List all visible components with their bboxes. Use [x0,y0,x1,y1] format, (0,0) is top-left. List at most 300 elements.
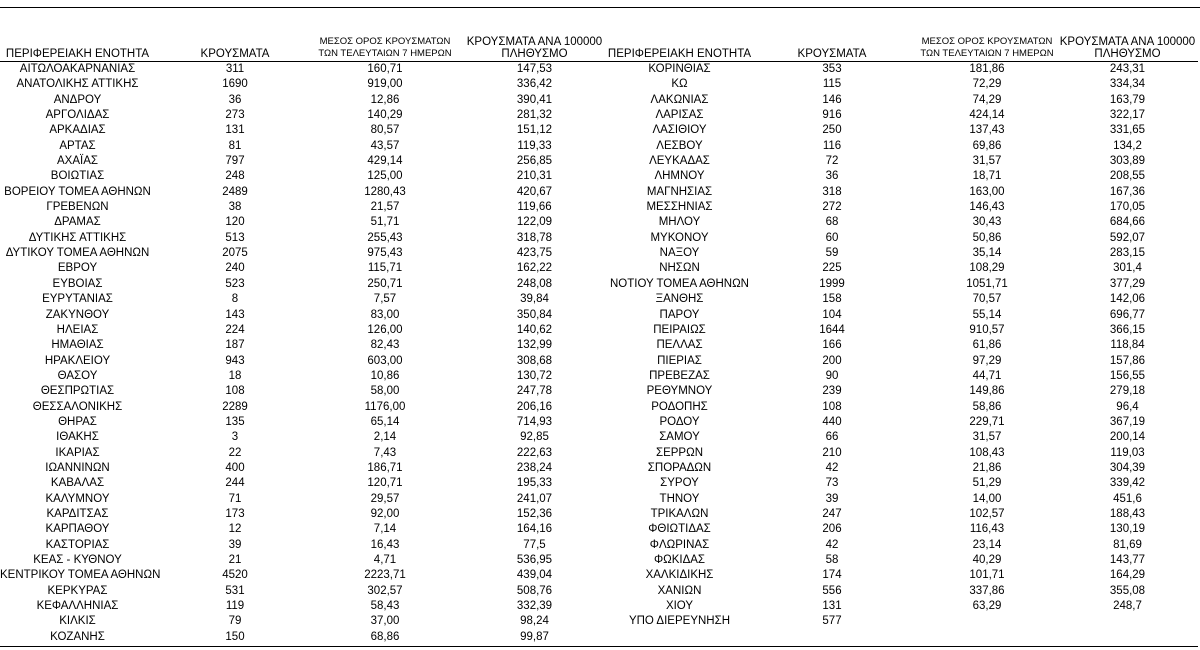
cell-cases: 36 [825,170,839,183]
cell-per-100000: 243,31 [1109,63,1146,75]
table-row [600,369,1200,384]
cell-region: ΝΗΣΩΝ [659,262,700,275]
cell-7day-average: 302,57 [367,584,403,597]
cell-7day-average: 40,29 [972,554,1002,566]
cell-7day-average: 7,57 [373,293,397,306]
table-row [600,93,1200,108]
table-row [600,507,1200,522]
cell-per-100000: 536,95 [516,554,553,566]
cell-per-100000: 99,87 [520,630,549,643]
table-row [600,246,1200,261]
column-header-region: ΠΕΡΙΦΕΡΕΙΑΚΗ ΕΝΟΤΗΤΑ [607,48,752,60]
cell-region: ΚΕΝΤΡΙΚΟΥ ΤΟΜΕΑ ΑΘΗΝΩΝ [0,569,161,582]
cell-cases: 513 [225,231,245,244]
cell-per-100000: 279,18 [1109,385,1146,398]
cell-7day-average: 429,14 [367,155,403,168]
cell-region: ΜΥΚΟΝΟΥ [650,231,709,244]
cell-cases: 225 [822,262,842,275]
table-row [600,461,1200,476]
cell-7day-average: 16,43 [370,538,400,551]
cell-per-100000: 377,29 [1109,277,1146,290]
cell-7day-average: 2,14 [373,431,397,444]
cell-7day-average: 126,00 [367,323,403,336]
cell-per-100000: 151,12 [516,124,553,137]
cell-cases: 12 [228,523,242,536]
cell-7day-average: 337,86 [969,584,1005,597]
cell-per-100000: 122,09 [516,216,553,229]
cell-7day-average: 18,71 [972,170,1002,183]
cell-region: ΗΛΕΙΑΣ [56,323,99,336]
cell-cases: 158 [822,293,842,306]
cell-7day-average: 140,29 [367,109,403,122]
cell-per-100000: 322,17 [1109,109,1146,122]
cell-cases: 311 [225,63,245,75]
cell-7day-average: 43,57 [370,139,400,152]
table-row [600,108,1200,123]
table-row [600,400,1200,415]
cell-per-100000: 119,66 [517,201,552,214]
cell-7day-average: 1051,71 [966,277,1008,290]
table-row [0,430,600,445]
cell-cases: 224 [225,323,245,336]
cell-7day-average: 10,86 [370,369,400,382]
cell-cases: 72 [825,155,839,168]
cell-7day-average [902,614,1072,629]
table-row [0,231,600,246]
cell-cases: 943 [225,354,245,367]
cell-region: ΡΕΘΥΜΝΟΥ [646,385,713,398]
table-row [600,614,1200,629]
cell-per-100000: 39,84 [520,293,549,306]
cell-region: ΘΗΡΑΣ [58,415,97,428]
cell-7day-average: 146,43 [969,201,1005,214]
cell-region: ΧΑΝΙΩΝ [657,584,702,597]
cell-cases: 173 [225,507,245,520]
cell-7day-average: 21,57 [370,201,400,214]
cell-7day-average: 160,71 [367,63,403,75]
cell-cases: 68 [825,216,839,229]
cell-7day-average: 58,00 [370,385,400,398]
table-row [600,446,1200,461]
cell-region: ΦΩΚΙΔΑΣ [653,554,706,566]
cell-per-100000: 119,33 [517,139,552,152]
cell-per-100000: 696,77 [1109,308,1146,321]
table-row [0,415,600,430]
table-row [0,108,600,123]
table-row [0,292,600,307]
cell-per-100000: 238,24 [516,461,553,474]
cell-region: ΕΥΡΥΤΑΝΙΑΣ [42,293,113,306]
cell-7day-average: 1176,00 [364,400,406,413]
table-row [0,123,600,138]
cell-7day-average: 31,57 [972,155,1002,168]
table-row [600,553,1200,568]
cell-per-100000: 130,19 [1109,523,1146,536]
cell-7day-average: 2223,71 [364,569,406,582]
cell-per-100000: 420,67 [516,185,553,198]
cell-region: ΠΙΕΡΙΑΣ [657,354,702,367]
cell-region: ΦΛΩΡΙΝΑΣ [649,538,710,551]
cell-per-100000: 195,33 [516,477,553,490]
cell-7day-average: 35,14 [972,247,1002,260]
cell-7day-average: 12,86 [370,93,400,106]
table-row [600,77,1200,92]
table-row [0,369,600,384]
table-row [600,584,1200,599]
cell-region: ΝΑΞΟΥ [659,247,700,260]
cell-cases: 42 [825,538,839,551]
cell-per-100000: 96,4 [1116,400,1139,413]
cell-per-100000: 367,19 [1109,415,1146,428]
column-header-cases-per-100000: ΚΡΟΥΣΜΑΤΑ ΑΝΑ 100000 ΠΛΗΘΥΣΜΟ [1059,36,1196,60]
cell-per-100000: 222,63 [516,446,553,459]
table-row [600,599,1200,614]
table-body-left [0,62,600,645]
table-right-half [600,0,1200,650]
cell-per-100000: 142,06 [1109,293,1146,306]
cell-7day-average: 4,71 [373,554,397,566]
table-row [0,169,600,184]
cell-region: ΞΑΝΘΗΣ [655,293,704,306]
cell-cases: 36 [228,93,242,106]
cell-cases: 556 [822,584,842,597]
table-row [600,62,1200,77]
cell-region: ΚΑΣΤΟΡΙΑΣ [45,538,110,551]
cell-7day-average: 102,57 [969,507,1005,520]
cell-per-100000: 162,22 [516,262,553,275]
cell-per-100000: 336,42 [516,78,553,91]
cell-region: ΚΩ [671,78,688,91]
cell-region: ΚΑΡΔΙΤΣΑΣ [46,507,109,520]
cell-cases: 143 [225,308,245,321]
column-header-region: ΠΕΡΙΦΕΡΕΙΑΚΗ ΕΝΟΤΗΤΑ [5,48,150,60]
cell-7day-average: 80,57 [370,124,400,137]
cell-cases: 59 [825,247,839,260]
cell-region: ΛΕΥΚΑΔΑΣ [649,155,710,168]
cell-region: ΑΧΑΪΑΣ [57,155,98,168]
column-header-cases-per-100000: ΚΡΟΥΣΜΑΤΑ ΑΝΑ 100000 ΠΛΗΘΥΣΜΟ [466,36,603,60]
cell-per-100000: 118,84 [1110,339,1145,352]
cell-region: ΔΥΤΙΚΟΥ ΤΟΜΕΑ ΑΘΗΝΩΝ [5,247,150,260]
cell-7day-average: 1280,43 [364,185,406,198]
table-row [600,476,1200,491]
cell-7day-average: 30,43 [972,216,1002,229]
cell-7day-average: 7,14 [373,523,397,536]
cell-cases: 239 [822,385,842,398]
cell-7day-average: 424,14 [969,109,1005,122]
cell-7day-average: 97,29 [972,354,1002,367]
cell-region: ΠΡΕΒΕΖΑΣ [649,369,710,382]
column-header-cases: ΚΡΟΥΣΜΑΤΑ [200,48,270,60]
cell-cases: 39 [228,538,242,551]
cell-7day-average: 229,71 [969,415,1005,428]
cell-region: ΥΠΟ ΔΙΕΡΕΥΝΗΣΗ [628,615,731,628]
cell-cases: 146 [822,93,842,106]
cell-per-100000: 157,86 [1109,354,1146,367]
cell-cases: 22 [228,446,242,459]
table-row [0,492,600,507]
cell-region: ΜΗΛΟΥ [658,216,701,229]
cell-region: ΒΟΙΩΤΙΑΣ [50,170,105,183]
cell-region: ΤΡΙΚΑΛΩΝ [650,507,709,520]
cell-region: ΑΝΑΤΟΛΙΚΗΣ ΑΤΤΙΚΗΣ [16,78,139,91]
table-row [600,231,1200,246]
table-row [0,568,600,583]
cell-7day-average: 919,00 [367,78,403,91]
cell-7day-average: 120,71 [367,477,403,490]
cell-7day-average: 250,71 [367,277,403,290]
cell-region: ΚΕΡΚΥΡΑΣ [47,584,108,597]
cell-per-100000: 332,39 [516,600,553,613]
cell-region: ΖΑΚΥΝΘΟΥ [45,308,110,321]
cell-region: ΚΑΛΥΜΝΟΥ [45,492,110,505]
cell-7day-average: 101,71 [969,569,1005,582]
cell-7day-average: 108,43 [969,446,1005,459]
cell-cases: 440 [822,415,842,428]
cell-7day-average: 82,43 [370,339,400,352]
cell-region: ΔΡΑΜΑΣ [54,216,101,229]
cell-cases: 187 [225,339,245,352]
cell-7day-average: 55,14 [972,308,1002,321]
table-row [0,185,600,200]
cell-region: ΣΥΡΟΥ [660,477,699,490]
cell-7day-average: 37,00 [370,615,400,628]
cell-7day-average: 51,29 [972,477,1002,490]
cell-cases: 318 [822,185,842,198]
cell-cases: 150 [225,630,245,643]
cell-cases: 108 [822,400,842,413]
cell-per-100000: 143,77 [1109,554,1146,566]
cell-7day-average: 163,00 [969,185,1005,198]
table-row [0,93,600,108]
column-header-7day-average: ΜΕΣΟΣ ΟΡΟΣ ΚΡΟΥΣΜΑΤΩΝ ΤΩΝ ΤΕΛΕΥΤΑΙΩΝ 7 ΗΜΕΡΩΝ [920,36,1054,59]
column-header-cases: ΚΡΟΥΣΜΑΤΑ [797,48,867,60]
cell-region: ΚΕΑΣ - ΚΥΘΝΟΥ [33,554,122,566]
cell-7day-average: 7,43 [373,446,397,459]
table-row [600,261,1200,276]
cell-region: ΙΘΑΚΗΣ [56,431,99,444]
cell-per-100000: 130,72 [516,369,553,382]
cell-per-100000: 684,66 [1109,216,1146,229]
cell-per-100000: 247,78 [516,385,553,398]
cell-per-100000: 241,07 [516,492,553,505]
cell-region: ΜΕΣΣΗΝΙΑΣ [646,201,713,214]
table-row [600,538,1200,553]
cell-cases: 58 [825,554,839,566]
cell-region: ΤΗΝΟΥ [659,492,700,505]
cell-per-100000: 200,14 [1109,431,1146,444]
cell-region: ΑΡΓΟΛΙΔΑΣ [45,109,110,122]
table-row [600,354,1200,369]
table-row [0,261,600,276]
cell-region: ΠΑΡΟΥ [659,308,700,321]
table-row [0,308,600,323]
cell-7day-average: 21,86 [972,461,1002,474]
cell-7day-average: 23,14 [972,538,1002,551]
cell-cases: 250 [822,124,842,137]
cell-per-100000: 98,24 [520,615,549,628]
table-row [0,200,600,215]
cell-per-100000: 167,36 [1109,185,1146,198]
cell-region: ΙΚΑΡΙΑΣ [55,446,100,459]
cell-7day-average: 44,71 [972,369,1002,382]
table-row [0,154,600,169]
cell-region: ΗΜΑΘΙΑΣ [51,339,104,352]
cell-cases: 4520 [222,569,248,582]
cell-region: ΑΡΚΑΔΙΑΣ [49,124,106,137]
cell-cases: 60 [825,231,839,244]
table-row [0,62,600,77]
table-row [600,568,1200,583]
cell-per-100000: 164,29 [1109,569,1146,582]
table-row [0,538,600,553]
cell-region: ΓΡΕΒΕΝΩΝ [46,201,109,214]
cell-region: ΘΕΣΠΡΩΤΙΑΣ [40,385,115,398]
cell-region: ΚΑΡΠΑΘΟΥ [45,523,110,536]
cell-cases: 131 [822,600,842,613]
cell-cases: 108 [225,385,245,398]
cell-per-100000: 366,15 [1109,323,1146,336]
cell-cases: 79 [228,615,242,628]
cell-cases: 272 [822,201,842,214]
cell-region: ΕΥΒΟΙΑΣ [52,277,103,290]
cell-7day-average: 181,86 [969,63,1005,75]
table-row [600,430,1200,445]
cell-per-100000: 170,05 [1109,201,1146,214]
column-header-7day-average: ΜΕΣΟΣ ΟΡΟΣ ΚΡΟΥΣΜΑΤΩΝ ΤΩΝ ΤΕΛΕΥΤΑΙΩΝ 7 ΗΜΕΡΩΝ [318,36,452,59]
cell-per-100000: 339,42 [1109,477,1146,490]
table-row [0,476,600,491]
table-row [0,400,600,415]
cell-cases: 523 [225,277,245,290]
table-row [0,584,600,599]
cell-7day-average: 83,00 [370,308,400,321]
cell-region: ΗΡΑΚΛΕΙΟΥ [44,354,111,367]
cell-7day-average: 92,00 [370,507,400,520]
cell-region: ΜΑΓΝΗΣΙΑΣ [646,185,713,198]
cell-cases: 3 [231,431,239,444]
cell-region: ΛΕΣΒΟΥ [656,139,703,152]
cell-per-100000: 208,55 [1109,170,1146,183]
cell-cases: 200 [822,354,842,367]
table-row [0,139,600,154]
cell-per-100000: 206,16 [516,400,553,413]
cell-region: ΣΠΟΡΑΔΩΝ [647,461,712,474]
cell-region: ΑΙΤΩΛΟΑΚΑΡΝΑΝΙΑΣ [19,63,136,75]
cell-cases: 38 [228,201,242,214]
cell-per-100000: 334,34 [1109,78,1146,91]
cell-region: ΠΕΙΡΑΙΩΣ [653,323,706,336]
cell-cases: 42 [825,461,839,474]
cell-cases: 174 [822,569,842,582]
cell-region: ΒΟΡΕΙΟΥ ΤΟΜΕΑ ΑΘΗΝΩΝ [4,185,151,198]
cell-cases: 1690 [222,78,248,91]
table-row [0,507,600,522]
cell-per-100000: 134,2 [1113,139,1142,152]
cell-cases: 90 [825,369,839,382]
table-body-right [600,62,1200,630]
cell-7day-average: 186,71 [367,461,403,474]
table-row [600,169,1200,184]
cell-7day-average: 61,86 [972,339,1002,352]
cell-region: ΚΟΖΑΝΗΣ [50,630,105,643]
cell-region: ΑΝΔΡΟΥ [53,93,102,106]
table-row [0,277,600,292]
cell-per-100000: 303,89 [1109,155,1146,168]
cell-per-100000: 140,62 [516,323,553,336]
cell-7day-average: 74,29 [972,93,1002,106]
table-row [0,354,600,369]
cell-region: ΚΕΦΑΛΛΗΝΙΑΣ [36,600,119,613]
cell-region: ΣΕΡΡΩΝ [655,446,704,459]
cell-per-100000: 77,5 [523,538,546,551]
table-row [600,384,1200,399]
cell-7day-average: 910,57 [969,323,1005,336]
cell-per-100000: 350,84 [516,308,553,321]
table-row [0,246,600,261]
cell-cases: 39 [825,492,839,505]
cell-per-100000: 281,32 [516,109,553,122]
cell-region: ΦΘΙΩΤΙΔΑΣ [648,523,711,536]
cell-region: ΛΑΡΙΣΑΣ [655,109,704,122]
cell-7day-average: 68,86 [370,630,400,643]
cell-per-100000: 188,43 [1109,507,1146,520]
cell-per-100000: 423,75 [516,247,553,260]
cell-7day-average: 14,00 [972,492,1002,505]
cell-region: ΙΩΑΝΝΙΝΩΝ [45,461,110,474]
cell-7day-average: 31,57 [972,431,1002,444]
cell-per-100000: 163,79 [1109,93,1146,106]
table-row [0,446,600,461]
cell-region: ΘΕΣΣΑΛΟΝΙΚΗΣ [32,400,123,413]
cell-7day-average: 58,43 [370,600,400,613]
cell-cases: 1644 [819,323,845,336]
cell-cases: 248 [225,170,245,183]
cell-per-100000: 147,53 [516,63,553,75]
cell-7day-average: 108,29 [969,262,1005,275]
cell-cases: 116 [822,139,842,152]
table-row [0,599,600,614]
cell-region: ΚΟΡΙΝΘΙΑΣ [648,63,711,75]
cell-per-100000: 119,03 [1110,446,1145,459]
cell-per-100000: 508,76 [516,584,553,597]
cell-cases: 2289 [222,400,248,413]
cell-region: ΑΡΤΑΣ [59,139,96,152]
cell-cases: 247 [822,507,842,520]
cell-7day-average: 116,43 [969,523,1005,536]
cell-7day-average: 50,86 [972,231,1002,244]
table-row [0,630,600,645]
cell-7day-average: 975,43 [367,247,403,260]
cell-per-100000: 390,41 [516,93,553,106]
cell-per-100000: 304,39 [1109,461,1146,474]
table-row [600,154,1200,169]
cell-per-100000 [1055,614,1200,629]
cell-per-100000: 81,69 [1113,538,1142,551]
cell-per-100000: 318,78 [516,231,553,244]
cell-cases: 916 [822,109,842,122]
cell-per-100000: 164,16 [516,523,553,536]
cell-region: ΛΗΜΝΟΥ [654,170,705,183]
cell-cases: 531 [225,584,245,597]
cell-7day-average: 603,00 [367,354,403,367]
cell-per-100000: 592,07 [1109,231,1146,244]
table-row [600,200,1200,215]
cell-7day-average: 51,71 [370,216,400,229]
cell-cases: 210 [822,446,842,459]
cell-per-100000: 248,7 [1113,600,1142,613]
cell-cases: 119 [225,600,245,613]
